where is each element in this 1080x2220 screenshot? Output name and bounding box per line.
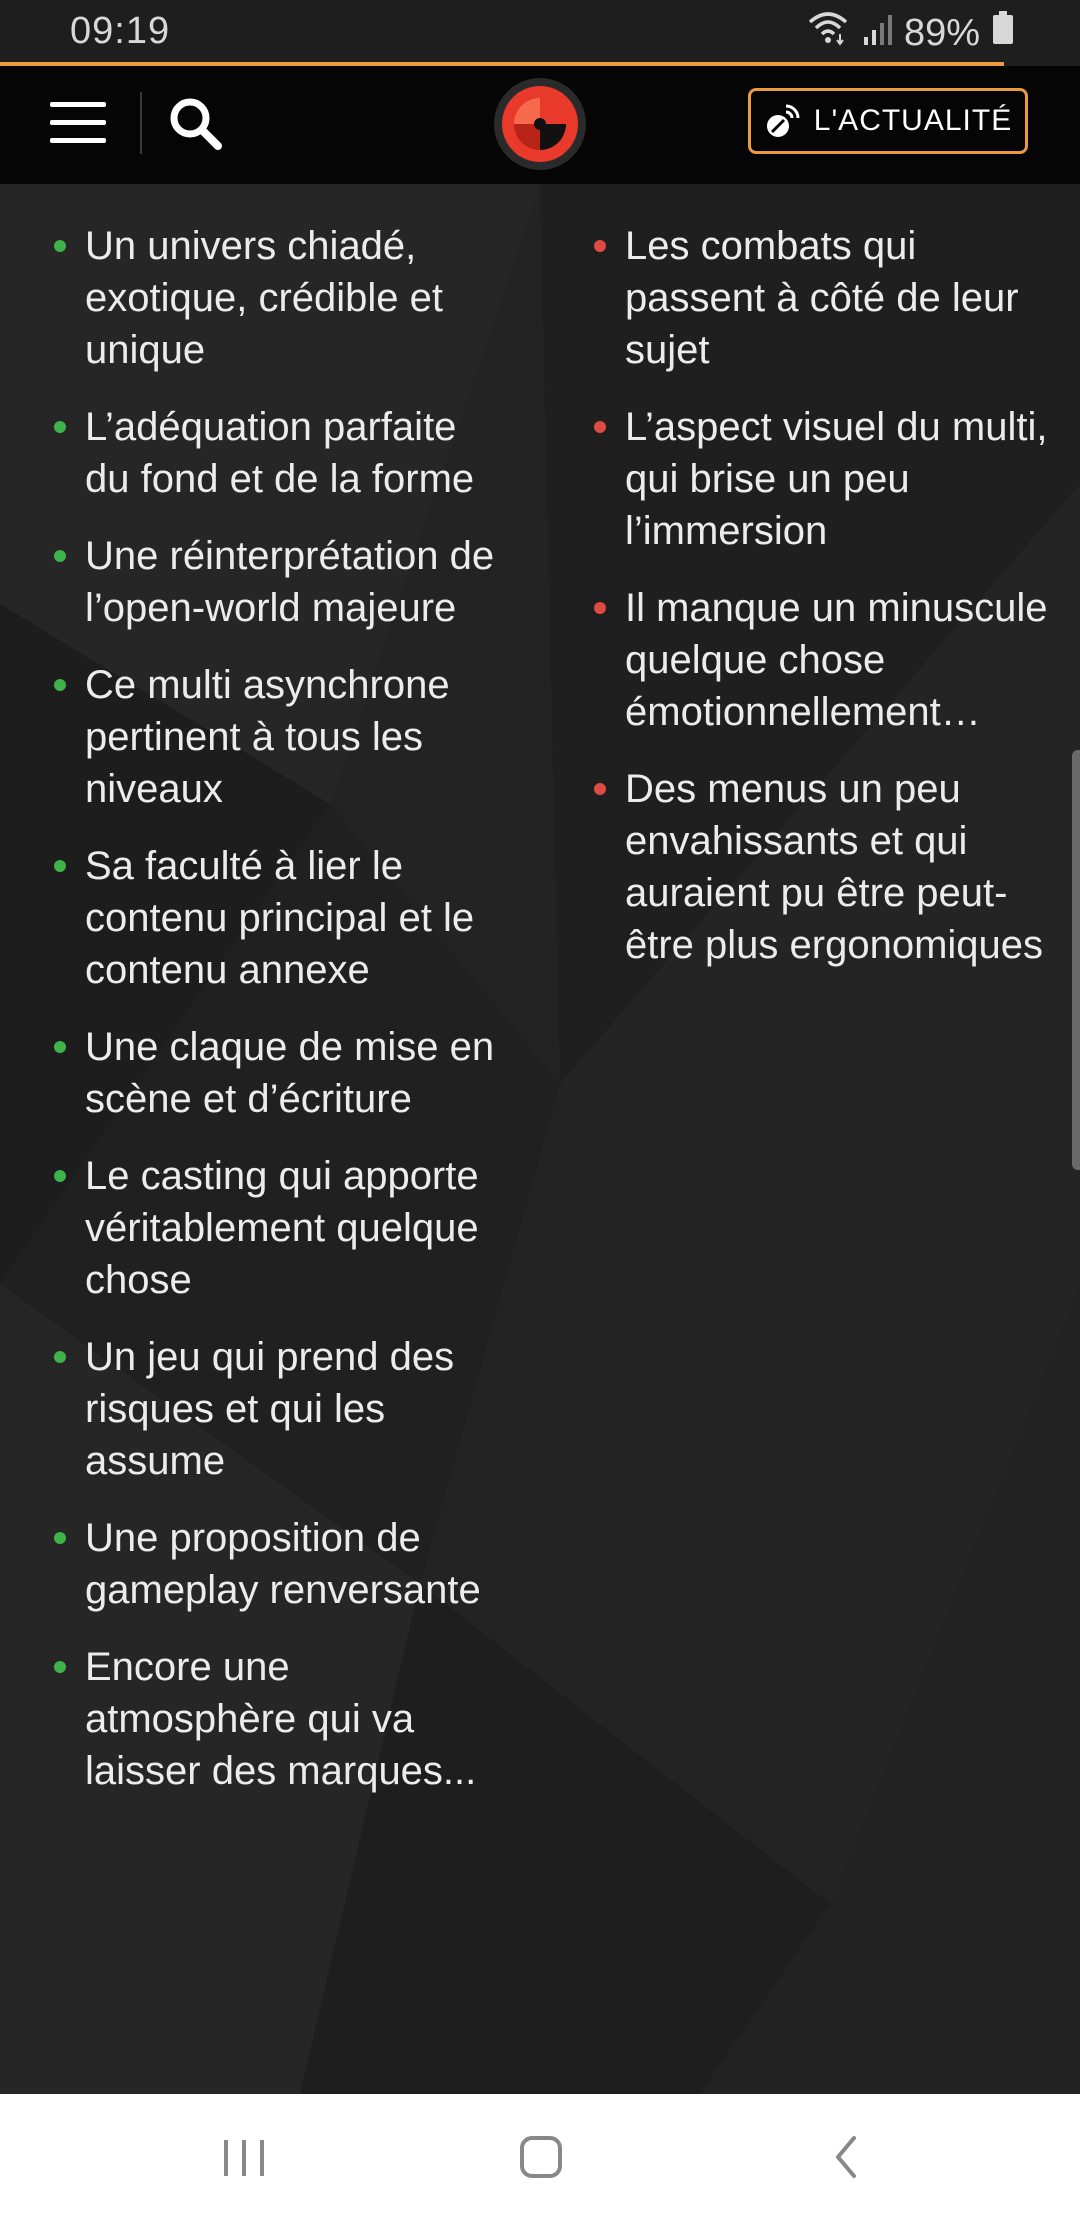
review-list-item xyxy=(590,401,1050,557)
bullet-dot-icon xyxy=(54,1351,66,1363)
news-button-label: L'ACTUALITÉ xyxy=(813,104,1013,137)
recent-apps-button[interactable] xyxy=(204,2124,284,2190)
bullet-dot-icon xyxy=(54,550,66,562)
review-item-text: Il manque un minuscule quelque chose émotionnellement… xyxy=(625,586,1048,734)
cons-list xyxy=(590,220,1050,996)
news-button[interactable] xyxy=(748,88,1028,154)
wifi-icon xyxy=(806,10,850,56)
pros-list xyxy=(50,220,495,1822)
bullet-dot-icon xyxy=(54,1170,66,1182)
navigation-bar xyxy=(0,2094,1080,2220)
review-list-item xyxy=(590,582,1050,738)
bullet-dot-icon xyxy=(594,240,606,252)
recent-apps-icon xyxy=(204,2124,284,2190)
search-button[interactable] xyxy=(166,94,226,154)
review-item-text: L’aspect visuel du multi, qui brise un peu l’immersion xyxy=(625,405,1048,553)
logo-icon xyxy=(492,76,588,172)
review-item-text: Ce multi asynchrone pertinent à tous les niveaux xyxy=(85,663,450,811)
status-bar xyxy=(0,0,1080,62)
review-list-item xyxy=(50,530,495,634)
review-item-text: Sa faculté à lier le contenu principal et le contenu annexe xyxy=(85,844,475,992)
battery-percent: 89% xyxy=(903,11,980,54)
review-item-text: Les combats qui passent à côté de leur sujet xyxy=(625,224,1019,372)
review-list-item xyxy=(590,220,1050,376)
hamburger-icon xyxy=(50,98,108,150)
header-divider xyxy=(140,92,142,154)
site-logo[interactable] xyxy=(492,76,588,172)
review-item-text: Un univers chiadé, exotique, crédible et unique xyxy=(85,224,444,372)
review-list-item xyxy=(50,659,495,815)
status-indicators xyxy=(806,10,1014,56)
review-item-text: Un jeu qui prend des risques et qui les assume xyxy=(85,1335,455,1483)
review-list-item xyxy=(50,220,495,376)
bullet-dot-icon xyxy=(54,421,66,433)
review-list-item xyxy=(50,1150,495,1306)
satellite-icon xyxy=(764,102,802,140)
review-item-text: Une proposition de gameplay renversante xyxy=(85,1516,481,1612)
bullet-dot-icon xyxy=(54,240,66,252)
review-list-item xyxy=(50,840,495,996)
home-icon xyxy=(500,2124,580,2190)
bullet-dot-icon xyxy=(54,860,66,872)
scrollbar-thumb[interactable] xyxy=(1072,750,1080,1170)
review-list-item xyxy=(50,1641,495,1797)
review-item-text: Le casting qui apporte véritablement quelque chose xyxy=(85,1154,479,1302)
review-content[interactable] xyxy=(0,184,1080,2094)
bullet-dot-icon xyxy=(594,783,606,795)
bullet-dot-icon xyxy=(54,679,66,691)
bullet-dot-icon xyxy=(54,1041,66,1053)
home-button[interactable] xyxy=(500,2124,580,2190)
signal-icon xyxy=(862,12,892,55)
review-list-item xyxy=(50,1331,495,1487)
bullet-dot-icon xyxy=(594,602,606,614)
bullet-dot-icon xyxy=(54,1661,66,1673)
battery-icon xyxy=(992,11,1014,55)
search-icon xyxy=(166,94,226,154)
review-item-text: Une réinterprétation de l’open-world majeure xyxy=(85,534,495,630)
review-item-text: Une claque de mise en scène et d’écriture xyxy=(85,1025,495,1121)
review-list-item xyxy=(590,763,1050,971)
app-header xyxy=(0,66,1080,184)
back-button[interactable] xyxy=(808,2124,888,2190)
review-item-text: Des menus un peu envahissants et qui auraient pu être peut-être plus ergonomiques xyxy=(625,767,1044,967)
review-item-text: Encore une atmosphère qui va laisser des marques... xyxy=(85,1645,477,1793)
bullet-dot-icon xyxy=(594,421,606,433)
review-list-item xyxy=(50,1512,495,1616)
review-item-text: L’adéquation parfaite du fond et de la forme xyxy=(85,405,475,501)
review-list-item xyxy=(50,1021,495,1125)
bullet-dot-icon xyxy=(54,1532,66,1544)
status-time: 09:19 xyxy=(70,10,171,52)
review-list-item xyxy=(50,401,495,505)
menu-button[interactable] xyxy=(50,98,108,150)
back-icon xyxy=(808,2124,888,2190)
